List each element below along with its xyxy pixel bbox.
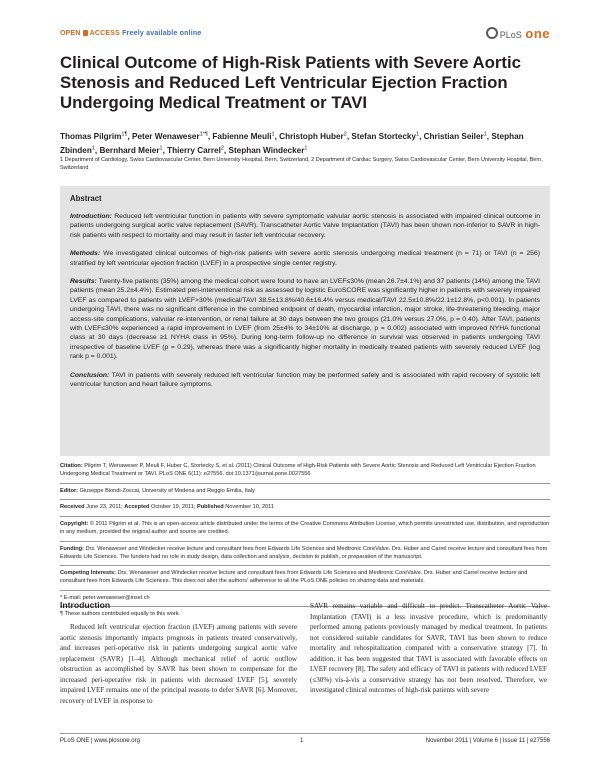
plos-one-logo — [486, 26, 550, 41]
article-title: Clinical Outcome of High-Risk Patients with Severe Aortic Stenosis and Reduced Left Ventricular Ejection Fraction Undergoing Medical Treatment or TAVI — [60, 53, 521, 112]
logo-one-text: one — [525, 26, 550, 41]
author-list — [60, 128, 550, 157]
abstract-conclusion: Conclusion: TAVI in patients with severely reduced left ventricular function may be performed safely and is associated with rapid recovery of systolic left ventricular function and heart failure symptoms. — [70, 371, 540, 389]
competing-interests: Competing Interests: Drs. Wenaweser and Windecker receive lecture and consultant fees from Edwards Life Sciences and Medtronic CoreValve. Drs. Huber and Carrel receive lecture and consultant fees from Edwards Life Sciences. This does not alter the authors' adherence to all the PLoS ONE policies on sharing data and materials. — [60, 570, 528, 585]
abstract-methods: Methods: We investigated clinical outcomes of high-risk patients with severe aortic stenosis undergoing medical treatment (n = 71) or TAVI (n = 256) stratified by left ventricular ejection fraction (LVEF) in a prospective single center registry. — [70, 250, 540, 267]
author: Stefan Stortecky$^1$, — [351, 131, 424, 141]
introduction-text-left: Reduced left ventricular ejection fraction (LVEF) among patients with severe aortic stenosis importantly impacts prognosis in patients treated conservatively, and increases peri-operative risk in patients undergoing surgical aortic valve replacement (SAVR) [1–4]. Although mechanical relief of aortic outflow obstruction as accomplished by SAVR has been shown to compensate for the increased peri-operative risk in patients with decreased LVEF [5], severely impaired LVEF remains one of the principal reasons to defer SAVR [6]. Moreover, recovery of LVEF in response to — [60, 623, 297, 705]
author: Bernhard Meier$^1$, — [99, 145, 168, 156]
affiliations: 1 Department of Cardiology, Swiss Cardiovascular Center, Bern University Hospital, Bern, Switzerland, 2 Department of Cardiac Surgery, Swiss Cardiovascular Center, Bern University Hospital, Bern, Switzerland — [60, 157, 543, 172]
abstract-box — [60, 186, 550, 456]
divider — [60, 565, 550, 566]
abstract-introduction: Introduction: Reduced left ventricular function in patients with severe symptomatic valvular aortic stenosis is associated with impaired clinical outcome in patients undergoing surgical aortic valve replacement (SAVR). Transcatheter Aortic Valve Implantation (TAVI) has been shown non-inferior to SAVR in high-risk patients with respect to mortality and may result in faster left ventricular recovery. — [70, 213, 540, 239]
author: Thomas Pilgrim$^{1\P}$, — [60, 131, 132, 141]
author: Christoph Huber$^2$, — [279, 131, 352, 141]
body-column-left — [60, 600, 297, 706]
divider — [60, 590, 550, 591]
abstract-results: Results: Twenty-five patients (35%) among the medical cohort were found to have an LVEF≤30% (mean 26.7±4.1%) and 37 patients (14%) among the TAVI patients (mean 25.2±4.4%). Estimated peri-interventional risk as assessed by logistic EuroSCORE was significantly higher in patients with severely impaired LVEF as compared to patients with LVEF>30% (medical/TAVI 38.5±13.8%/40.6±16.4% versus medical/TAVI 22.5±10.8%/22.1±12.8%, p<0.001). In patients undergoing TAVI, there was no significant difference in the combined endpoint of death, myocardial infarction, major stroke, life-threatening bleeding, major access-site complications, valvular re-intervention, or renal failure at 30 days between the two groups (21.0% versus 27.0%, p = 0.40). After TAVI, patients with LVEF≤30% experienced a rapid improvement in LVEF (from 25±4% to 34±10% at discharge, p = 0.002) associated with improved NYHA functional class at 30 days (decrease ≥1 NYHA class in 95%). During long-term follow-up no difference in survival was observed in patients undergoing TAVI irrespective of baseline LVEF (p = 0.29), whereas there was a significantly higher mortality in medically treated patients with severely reduced LVEF (log rank p = 0.001). — [70, 278, 540, 361]
divider — [60, 516, 550, 517]
freely-available-label: Freely available online — [122, 30, 202, 37]
dates: Received June 23, 2011; Accepted October 19, 2011; Published November 10, 2011 — [60, 504, 274, 511]
divider — [60, 483, 550, 484]
author: Thierry Carrel$^2$, — [167, 145, 229, 156]
plos-logo-mark-icon — [486, 27, 498, 39]
editor: Editor: Giuseppe Biondi-Zoccai, University of Modena and Reggio Emilia, Italy — [60, 487, 255, 494]
introduction-text-right: SAVR remains variable and difficult to predict. Transcatheter Aortic Valve Implantation (TAVI) is a less invasive procedure, which is predominantly performed among patients previously managed by medical treatment. In patients not considered suitable candidates for SAVR, TAVI has been shown to reduce mortality and rehospitalization compared with a conservative strategy [7]. In addition, it has been suggested that TAVI is associated with favorable effects on LVEF recovery [8]. The safety and efficacy of TAVI in patients with reduced LVEF (≤30%) vis-à-vis a conservative strategy has not been resolved. Therefore, we investigated clinical outcomes of high-risk patients with severe — [310, 602, 547, 694]
article-metadata — [60, 463, 550, 619]
abstract-heading: Abstract — [70, 194, 102, 203]
open-access-lock-icon — [83, 30, 88, 36]
footer-issue: November 2011 | Volume 6 | Issue 11 | e27556 — [425, 738, 550, 744]
corresponding-email: * E-mail: peter.wenaweser@insel.ch — [60, 594, 150, 601]
page-footer — [60, 733, 550, 748]
author: Stephan Windecker$^1$ — [228, 145, 308, 156]
open-label: OPEN — [60, 30, 81, 37]
author: Christian Seiler$^1$, — [423, 131, 492, 141]
journal-header — [60, 26, 550, 46]
page-number: 1 — [300, 738, 304, 744]
introduction-heading: Introduction — [60, 600, 111, 610]
funding: Funding: Drs. Wenaweser and Windecker receive lecture and consultant fees from Edwards Life Sciences and Medtronic CoreValve. Drs. Huber and Carrel receive lecture and consultant fees from Edwards Life Sciences. The funders had no role in study design, data collection and analysis, decision to publish, or preparation of the manuscript. — [60, 545, 548, 560]
body-column-right — [310, 601, 547, 696]
divider — [60, 541, 550, 542]
open-access-banner — [60, 30, 201, 37]
copyright: Copyright: © 2011 Pilgrim et al. This is an open-access article distributed under the terms of the Creative Commons Attribution License, which permits unrestricted use, distribution, and reproduction in any medium, provided the original author and source are credited. — [60, 521, 550, 535]
logo-plos-text: PLoS — [499, 30, 522, 40]
author: Stephan Zbinden$^1$, — [60, 131, 524, 156]
divider — [60, 499, 550, 500]
author: Fabienne Meuli$^1$, — [212, 131, 280, 141]
access-label: ACCESS — [89, 30, 121, 37]
footer-journal: PLoS ONE | www.plosone.org — [60, 738, 140, 744]
author: Peter Wenaweser$^{1*\P}$, — [132, 131, 213, 141]
equal-contribution-note: ¶ These authors contributed equally to this work. — [60, 610, 181, 617]
citation: Citation: Pilgrim T, Wenaweser P, Meuli F, Huber C, Stortecky S, et al. (2011) Clinical Outcome of High-Risk Patients with Severe Aortic Stenosis and Reduced Left Ventricular Ejection Fraction Undergoing Medical Treatment or TAVI. PLoS ONE 6(11): e27556. doi:10.1371/journal.pone.0027556 — [60, 463, 536, 477]
